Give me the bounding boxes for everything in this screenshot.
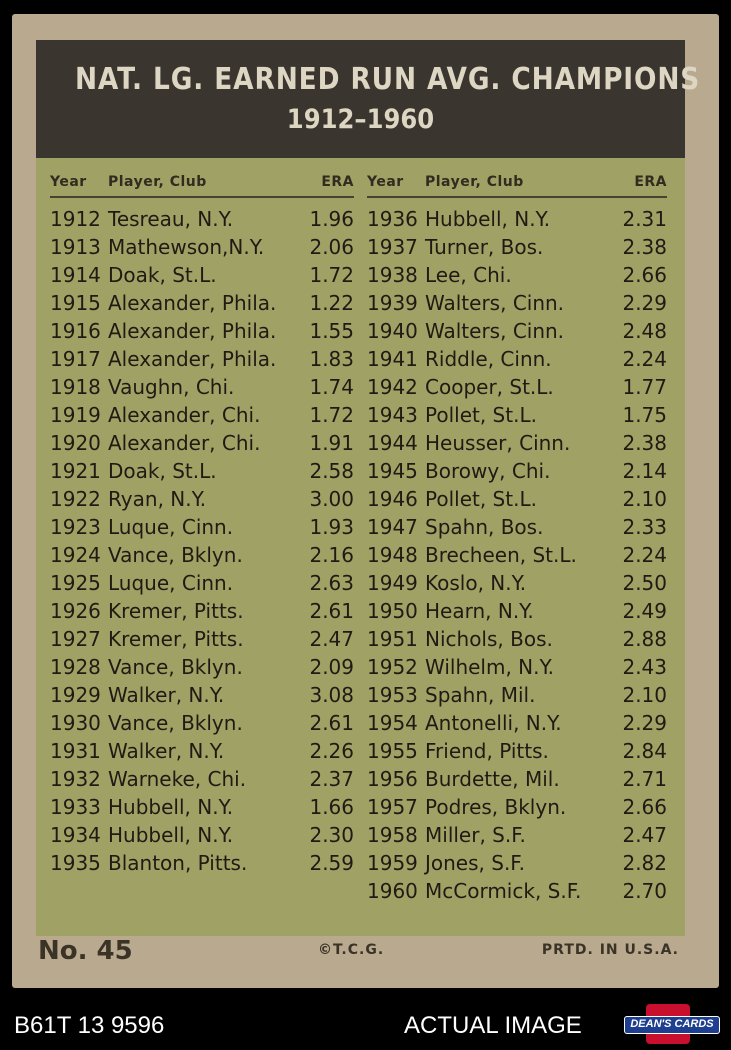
cell-era: 2.29 — [622, 711, 667, 735]
cell-player: Alexander, Chi. — [108, 403, 261, 427]
table-row — [367, 680, 667, 708]
table-row — [50, 820, 354, 848]
cell-era: 1.22 — [309, 291, 354, 315]
table-row — [367, 204, 667, 232]
cell-year: 1925 — [50, 571, 101, 595]
cell-era: 2.59 — [309, 851, 354, 875]
cell-player: Turner, Bos. — [425, 235, 544, 259]
table-row — [367, 596, 667, 624]
table-row — [50, 680, 354, 708]
table-row — [367, 400, 667, 428]
cell-era: 2.66 — [622, 263, 667, 287]
cell-year: 1937 — [367, 235, 418, 259]
cell-era: 2.09 — [309, 655, 354, 679]
card-subtitle: 1912–1960 — [286, 104, 435, 135]
cell-era: 2.29 — [622, 291, 667, 315]
table-row — [50, 848, 354, 876]
cell-era: 1.77 — [622, 375, 667, 399]
cell-player: Alexander, Phila. — [108, 347, 277, 371]
table-row — [50, 232, 354, 260]
inventory-id: B61T 13 9596 — [14, 1012, 165, 1039]
cell-player: Wilhelm, N.Y. — [425, 655, 555, 679]
cell-player: Tesreau, N.Y. — [108, 207, 234, 231]
cell-year: 1922 — [50, 487, 101, 511]
cell-year: 1932 — [50, 767, 101, 791]
cell-player: Jones, S.F. — [425, 851, 525, 875]
table-row — [50, 260, 354, 288]
cell-era: 1.66 — [309, 795, 354, 819]
cell-player: Kremer, Pitts. — [108, 627, 244, 651]
card-number: No. 45 — [38, 936, 133, 966]
cell-era: 2.16 — [309, 543, 354, 567]
cell-player: Mathewson,N.Y. — [108, 235, 265, 259]
cell-era: 2.24 — [622, 543, 667, 567]
cell-era: 2.71 — [622, 767, 667, 791]
table-row — [50, 512, 354, 540]
cell-year: 1927 — [50, 627, 101, 651]
cell-player: Miller, S.F. — [425, 823, 526, 847]
cell-year: 1913 — [50, 235, 101, 259]
cell-era: 2.38 — [622, 235, 667, 259]
cell-era: 2.66 — [622, 795, 667, 819]
table-row — [367, 568, 667, 596]
table-row — [50, 568, 354, 596]
table-row — [367, 428, 667, 456]
cell-player: Walters, Cinn. — [425, 291, 565, 315]
cell-year: 1951 — [367, 627, 418, 651]
cell-year: 1955 — [367, 739, 418, 763]
cell-player: Alexander, Phila. — [108, 291, 277, 315]
cell-year: 1934 — [50, 823, 101, 847]
cell-year: 1956 — [367, 767, 418, 791]
cell-era: 2.33 — [622, 515, 667, 539]
stats-column-left — [50, 174, 354, 876]
cell-era: 2.58 — [309, 459, 354, 483]
actual-image-label: ACTUAL IMAGE — [404, 1012, 582, 1039]
cell-era: 2.61 — [309, 599, 354, 623]
cell-year: 1959 — [367, 851, 418, 875]
cell-year: 1942 — [367, 375, 418, 399]
cell-year: 1954 — [367, 711, 418, 735]
cell-era: 2.31 — [622, 207, 667, 231]
table-row — [50, 792, 354, 820]
cell-era: 2.84 — [622, 739, 667, 763]
cell-era: 1.55 — [309, 319, 354, 343]
table-row — [367, 792, 667, 820]
cell-player: Pollet, St.L. — [425, 487, 537, 511]
cell-player: Luque, Cinn. — [108, 515, 234, 539]
stats-rows-right — [367, 204, 667, 904]
cell-era: 2.50 — [622, 571, 667, 595]
cell-year: 1915 — [50, 291, 101, 315]
cell-player: Ryan, N.Y. — [108, 487, 207, 511]
table-row — [367, 288, 667, 316]
cell-era: 2.47 — [309, 627, 354, 651]
cell-player: Riddle, Cinn. — [425, 347, 552, 371]
cell-year: 1960 — [367, 879, 418, 903]
cell-era: 2.06 — [309, 235, 354, 259]
cell-year: 1921 — [50, 459, 101, 483]
cell-era: 1.91 — [309, 431, 354, 455]
cell-player: Doak, St.L. — [108, 459, 217, 483]
table-row — [367, 372, 667, 400]
cell-era: 2.63 — [309, 571, 354, 595]
table-row — [367, 344, 667, 372]
cell-era: 1.74 — [309, 375, 354, 399]
cell-year: 1946 — [367, 487, 418, 511]
cell-player: Kremer, Pitts. — [108, 599, 244, 623]
cell-player: Podres, Bklyn. — [425, 795, 567, 819]
listing-footer — [0, 1000, 731, 1050]
cell-player: Walker, N.Y. — [108, 683, 225, 707]
cell-player: Antonelli, N.Y. — [425, 711, 562, 735]
header-era: ERA — [321, 174, 354, 190]
table-row — [367, 456, 667, 484]
table-row — [50, 624, 354, 652]
cell-year: 1918 — [50, 375, 101, 399]
cell-year: 1917 — [50, 347, 101, 371]
cell-year: 1941 — [367, 347, 418, 371]
cell-player: Spahn, Mil. — [425, 683, 536, 707]
cell-era: 2.37 — [309, 767, 354, 791]
cell-year: 1945 — [367, 459, 418, 483]
cell-era: 2.48 — [622, 319, 667, 343]
table-row — [367, 624, 667, 652]
cell-player: Doak, St.L. — [108, 263, 217, 287]
cell-year: 1935 — [50, 851, 101, 875]
cell-year: 1949 — [367, 571, 418, 595]
table-row — [50, 596, 354, 624]
cell-player: Walters, Cinn. — [425, 319, 565, 343]
cell-player: Heusser, Cinn. — [425, 431, 571, 455]
cell-year: 1952 — [367, 655, 418, 679]
cell-player: Cooper, St.L. — [425, 375, 554, 399]
table-row — [50, 344, 354, 372]
header-player: Player, Club — [425, 174, 524, 190]
table-row — [50, 372, 354, 400]
deans-cards-logo — [624, 1004, 720, 1044]
cell-player: Vance, Bklyn. — [108, 711, 243, 735]
cell-year: 1919 — [50, 403, 101, 427]
cell-player: McCormick, S.F. — [425, 879, 582, 903]
cell-era: 2.10 — [622, 683, 667, 707]
cell-player: Vance, Bklyn. — [108, 655, 243, 679]
cell-player: Friend, Pitts. — [425, 739, 549, 763]
table-row — [367, 708, 667, 736]
stats-column-right — [367, 174, 667, 904]
cell-era: 2.10 — [622, 487, 667, 511]
cell-era: 2.14 — [622, 459, 667, 483]
cell-player: Hearn, N.Y. — [425, 599, 534, 623]
table-row — [50, 400, 354, 428]
cell-year: 1923 — [50, 515, 101, 539]
header-era: ERA — [634, 174, 667, 190]
cell-year: 1920 — [50, 431, 101, 455]
cell-era: 2.88 — [622, 627, 667, 651]
cell-year: 1928 — [50, 655, 101, 679]
printed-text: PRTD. IN U.S.A. — [541, 942, 679, 958]
cell-player: Luque, Cinn. — [108, 571, 234, 595]
cell-era: 1.93 — [309, 515, 354, 539]
cell-year: 1930 — [50, 711, 101, 735]
table-row — [50, 428, 354, 456]
table-row — [367, 540, 667, 568]
cell-player: Alexander, Chi. — [108, 431, 261, 455]
cell-year: 1924 — [50, 543, 101, 567]
cell-year: 1933 — [50, 795, 101, 819]
cell-year: 1929 — [50, 683, 101, 707]
cell-year: 1912 — [50, 207, 101, 231]
cell-era: 2.61 — [309, 711, 354, 735]
table-row — [50, 764, 354, 792]
table-row — [367, 848, 667, 876]
cell-player: Vaughn, Chi. — [108, 375, 235, 399]
stats-rows-left — [50, 204, 354, 876]
cell-era: 2.70 — [622, 879, 667, 903]
table-row — [50, 204, 354, 232]
cell-era: 2.26 — [309, 739, 354, 763]
table-row — [367, 736, 667, 764]
cell-year: 1916 — [50, 319, 101, 343]
table-row — [367, 232, 667, 260]
cell-year: 1938 — [367, 263, 418, 287]
cell-year: 1948 — [367, 543, 418, 567]
table-row — [50, 288, 354, 316]
header-player: Player, Club — [108, 174, 207, 190]
header-year: Year — [367, 174, 404, 190]
table-row — [50, 484, 354, 512]
cell-era: 3.08 — [309, 683, 354, 707]
stats-panel — [36, 158, 685, 936]
cell-player: Brecheen, St.L. — [425, 543, 577, 567]
trading-card-back — [12, 14, 719, 988]
table-row — [50, 652, 354, 680]
cell-player: Alexander, Phila. — [108, 319, 277, 343]
cell-era: 2.24 — [622, 347, 667, 371]
logo-text: DEAN'S CARDS — [630, 1018, 714, 1030]
table-row — [367, 484, 667, 512]
cell-year: 1936 — [367, 207, 418, 231]
cell-era: 2.30 — [309, 823, 354, 847]
cell-year: 1957 — [367, 795, 418, 819]
cell-year: 1953 — [367, 683, 418, 707]
cell-player: Vance, Bklyn. — [108, 543, 243, 567]
cell-player: Nichols, Bos. — [425, 627, 553, 651]
table-row — [50, 736, 354, 764]
cell-year: 1943 — [367, 403, 418, 427]
cell-era: 2.47 — [622, 823, 667, 847]
card-header — [36, 40, 701, 158]
cell-year: 1940 — [367, 319, 418, 343]
cell-era: 1.75 — [622, 403, 667, 427]
cell-year: 1939 — [367, 291, 418, 315]
cell-era: 2.38 — [622, 431, 667, 455]
cell-era: 1.72 — [309, 403, 354, 427]
cell-player: Walker, N.Y. — [108, 739, 225, 763]
cell-year: 1926 — [50, 599, 101, 623]
table-row — [50, 540, 354, 568]
table-row — [50, 708, 354, 736]
cell-era: 1.83 — [309, 347, 354, 371]
table-row — [50, 456, 354, 484]
header-year: Year — [50, 174, 87, 190]
cell-player: Warneke, Chi. — [108, 767, 247, 791]
cell-year: 1950 — [367, 599, 418, 623]
cell-era: 2.43 — [622, 655, 667, 679]
cell-player: Borowy, Chi. — [425, 459, 551, 483]
table-row — [367, 876, 667, 904]
cell-player: Lee, Chi. — [425, 263, 512, 287]
column-header — [50, 174, 354, 198]
cell-era: 1.72 — [309, 263, 354, 287]
cell-player: Pollet, St.L. — [425, 403, 537, 427]
cell-year: 1947 — [367, 515, 418, 539]
cell-year: 1958 — [367, 823, 418, 847]
table-row — [367, 652, 667, 680]
table-row — [367, 260, 667, 288]
cell-year: 1931 — [50, 739, 101, 763]
cell-player: Hubbell, N.Y. — [425, 207, 551, 231]
table-row — [367, 764, 667, 792]
cell-player: Hubbell, N.Y. — [108, 823, 234, 847]
table-row — [367, 820, 667, 848]
card-title: NAT. LG. EARNED RUN AVG. CHAMPIONS — [74, 62, 701, 97]
cell-player: Blanton, Pitts. — [108, 851, 248, 875]
table-row — [367, 512, 667, 540]
cell-era: 1.96 — [309, 207, 354, 231]
table-row — [367, 316, 667, 344]
cell-era: 2.49 — [622, 599, 667, 623]
cell-year: 1914 — [50, 263, 101, 287]
cell-era: 2.82 — [622, 851, 667, 875]
copyright-text: ©T.C.G. — [318, 942, 385, 958]
cell-era: 3.00 — [309, 487, 354, 511]
cell-year: 1944 — [367, 431, 418, 455]
cell-player: Koslo, N.Y. — [425, 571, 527, 595]
cell-player: Burdette, Mil. — [425, 767, 560, 791]
table-row — [50, 316, 354, 344]
cell-player: Hubbell, N.Y. — [108, 795, 234, 819]
cell-player: Spahn, Bos. — [425, 515, 544, 539]
column-header — [367, 174, 667, 198]
